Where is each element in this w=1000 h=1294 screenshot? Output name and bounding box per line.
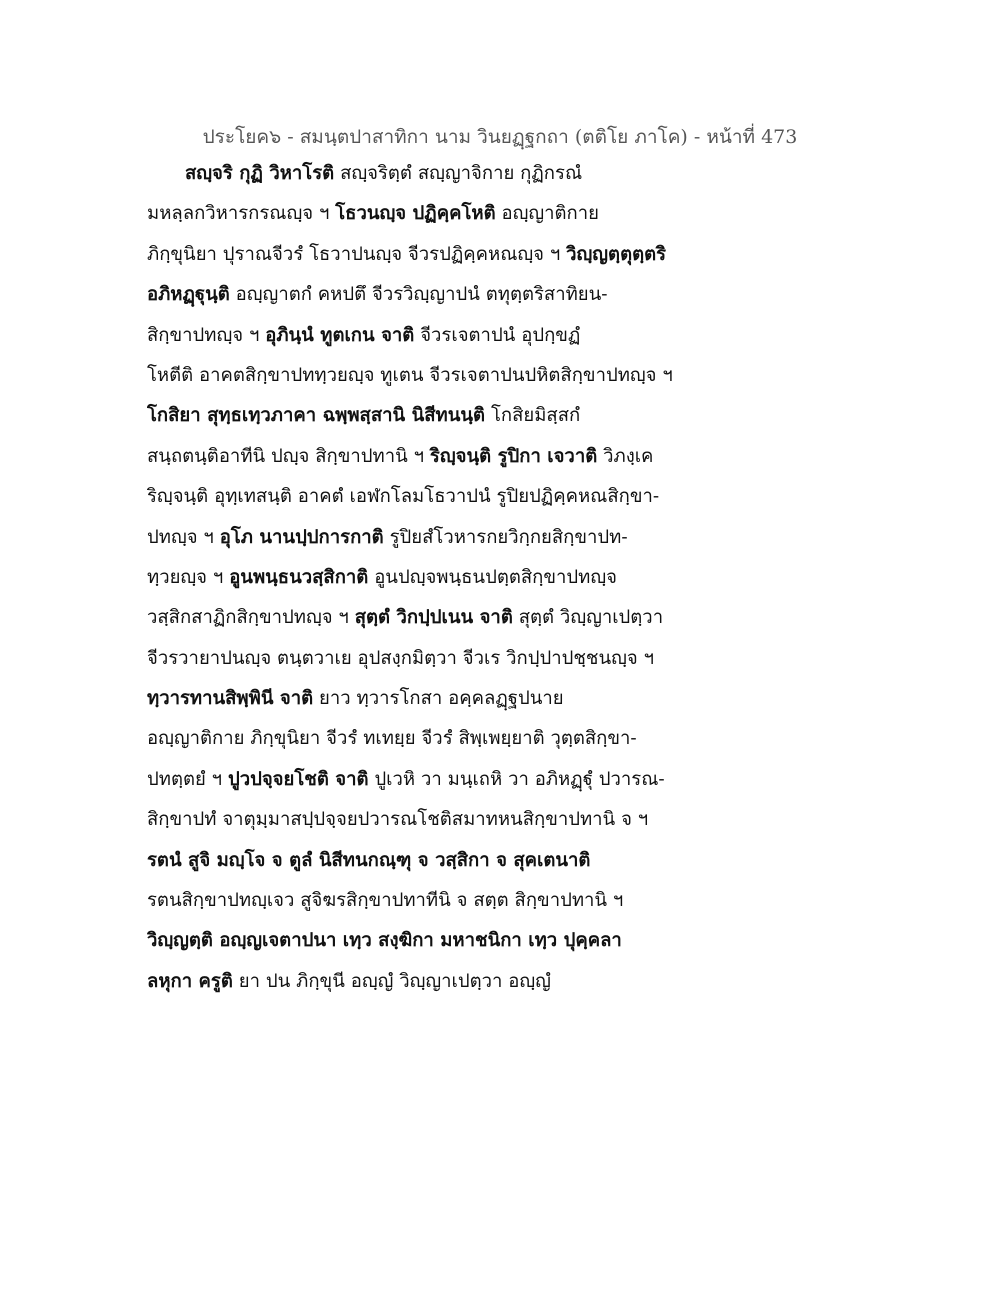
text-span: สิกฺขาปทํ จาตุมฺมาสปฺปจฺจยปวารณโชติสมาทหนสิกฺขาปทานิ จ ฯ: [147, 809, 649, 831]
body-text: [147, 154, 707, 1002]
bold-term: โธวนญฺจ ปฏิคฺคโหติ: [335, 203, 496, 225]
text-line: [147, 235, 707, 275]
text-span: อญฺญาตกํ คหปตึ จีวรวิญฺญาปนํ ตทุตฺตริสาทิยน-: [229, 284, 608, 306]
text-line: [147, 477, 707, 517]
text-line: [147, 275, 707, 315]
text-span: ภิกฺขุนิยา ปุราณจีวรํ โธวาปนญฺจ จีวรปฏิคฺคหณญฺจ ฯ: [147, 243, 567, 265]
text-span: ริญฺจนฺติ อุทฺเทสนฺติ อาคตํ เอฬกโลมโธวาปนํ รูปิยปฏิคฺคหณสิกฺขา-: [147, 486, 660, 508]
text-line: [147, 679, 707, 719]
text-line: [147, 639, 707, 679]
text-span: มหลฺลกวิหารกรณญฺจ ฯ: [147, 203, 336, 225]
text-line: [147, 194, 707, 234]
bold-term: อูนพนฺธนวสฺสิกาติ: [229, 566, 369, 588]
text-span: จีวรเจตาปนํ อุปกฺขฏํ: [414, 324, 581, 346]
text-line: [147, 154, 707, 194]
bold-term: ทฺวารทานสิพฺพินี จาติ: [147, 688, 314, 710]
text-span: โกสิยมิสฺสกํ: [485, 405, 581, 427]
bold-term: ริญฺจนฺติ รูปิกา เจวาติ: [429, 445, 598, 467]
text-line: [147, 921, 707, 961]
bold-term: ลหุกา ครูติ: [147, 970, 233, 992]
text-span: รูปิยสํโวหารกยวิกฺกยสิกฺขาปท-: [383, 526, 628, 548]
bold-term: สุตฺตํ วิกปฺปเนน จาติ: [354, 607, 513, 629]
text-line: [147, 396, 707, 436]
text-span: วิภงฺเค: [597, 445, 654, 467]
bold-term: อุภินฺนํ ทูตเกน จาติ: [265, 324, 415, 346]
text-line: [147, 841, 707, 881]
text-span: ปทตฺตยํ ฯ: [147, 768, 228, 790]
text-span: จีวรวายาปนญฺจ ตนฺตวาเย อุปสงฺกมิตฺวา จีวเร วิกปฺปาปชฺชนญฺจ ฯ: [147, 647, 654, 669]
bold-term: วิญฺญตฺติ อญฺญเจตาปนา เทฺว สงฺฆิกา มหาชนิกา เทฺว ปุคฺคลา: [147, 930, 622, 952]
text-line: [147, 800, 707, 840]
bold-term: โกสิยา สุทฺธเทฺวภาคา ฉพฺพสฺสานิ นิสีทนนฺติ: [147, 405, 486, 427]
bold-term: รตนํ สูจิ มญฺโจ จ ตูลํ นิสีทนกณฺฑุ จ วสฺสิกา จ สุคเตนาติ: [147, 849, 591, 871]
text-span: ทฺวยญฺจ ฯ: [147, 566, 230, 588]
bold-term: ปูวปจฺจยโชติ จาติ: [227, 768, 369, 790]
text-line: [147, 437, 707, 477]
text-line: [147, 719, 707, 759]
text-line: [147, 316, 707, 356]
bold-term: สญฺจริ กุฏิ วิหาโรติ: [185, 163, 335, 184]
text-line: [147, 558, 707, 598]
text-span: วสฺสิกสาฏิกสิกฺขาปทญฺจ ฯ: [147, 607, 355, 629]
text-span: สุตฺตํ วิญฺญาเปตฺวา: [512, 607, 664, 629]
text-line: [147, 760, 707, 800]
text-span: รตนสิกฺขาปทญฺเจว สูจิฆรสิกฺขาปทาทีนิ จ สตฺต สิกฺขาปทานิ ฯ: [147, 890, 624, 912]
bold-term: อภิหฏฺฐุนฺติ: [147, 284, 230, 306]
text-span: ปูเวหิ วา มนฺเถหิ วา อภิหฏฺฐุํ ปวารณ-: [368, 768, 665, 790]
text-span: ยา ปน ภิกฺขุนี อญฺญํ วิญฺญาเปตฺวา อญฺญํ: [232, 970, 551, 992]
text-span: อญฺญาติกาย: [495, 203, 599, 225]
text-line: [147, 962, 707, 1002]
text-span: สนฺถตนฺติอาทีนิ ปญฺจ สิกฺขาปทานิ ฯ: [147, 445, 430, 467]
bold-term: วิญฺญตฺตุตฺตริ: [566, 243, 667, 265]
page-header: ประโยค๖ - สมนฺตปาสาทิกา นาม วินยฏฺฐกถา (ตติโย ภาโค) - หน้าที่ 473: [202, 126, 798, 148]
text-span: อญฺญาติกาย ภิกฺขุนิยา จีวรํ ทเทยฺย จีวรํ สิพฺเพยฺยาติ วุตฺตสิกฺขา-: [147, 728, 637, 750]
text-line: [147, 356, 707, 396]
text-span: สญฺจริตฺตํ สญฺญาจิกาย กุฏิกรณํ: [334, 163, 583, 184]
text-line: [147, 518, 707, 558]
text-span: โหตีติ อาคตสิกฺขาปททฺวยญฺจ ทูเตน จีวรเจตาปนปหิตสิกฺขาปทญฺจ ฯ: [147, 364, 673, 386]
bold-term: อุโภ นานปฺปการกาติ: [219, 526, 384, 548]
text-span: ปทญฺจ ฯ: [147, 526, 220, 548]
text-line: [147, 598, 707, 638]
text-span: ยาว ทฺวารโกสา อคฺคลฏฺฐปนาย: [313, 688, 564, 710]
text-span: สิกฺขาปทญฺจ ฯ: [147, 324, 266, 346]
text-span: อูนปญฺจพนฺธนปตฺตสิกฺขาปทญฺจ: [368, 566, 617, 588]
text-line: [147, 881, 707, 921]
